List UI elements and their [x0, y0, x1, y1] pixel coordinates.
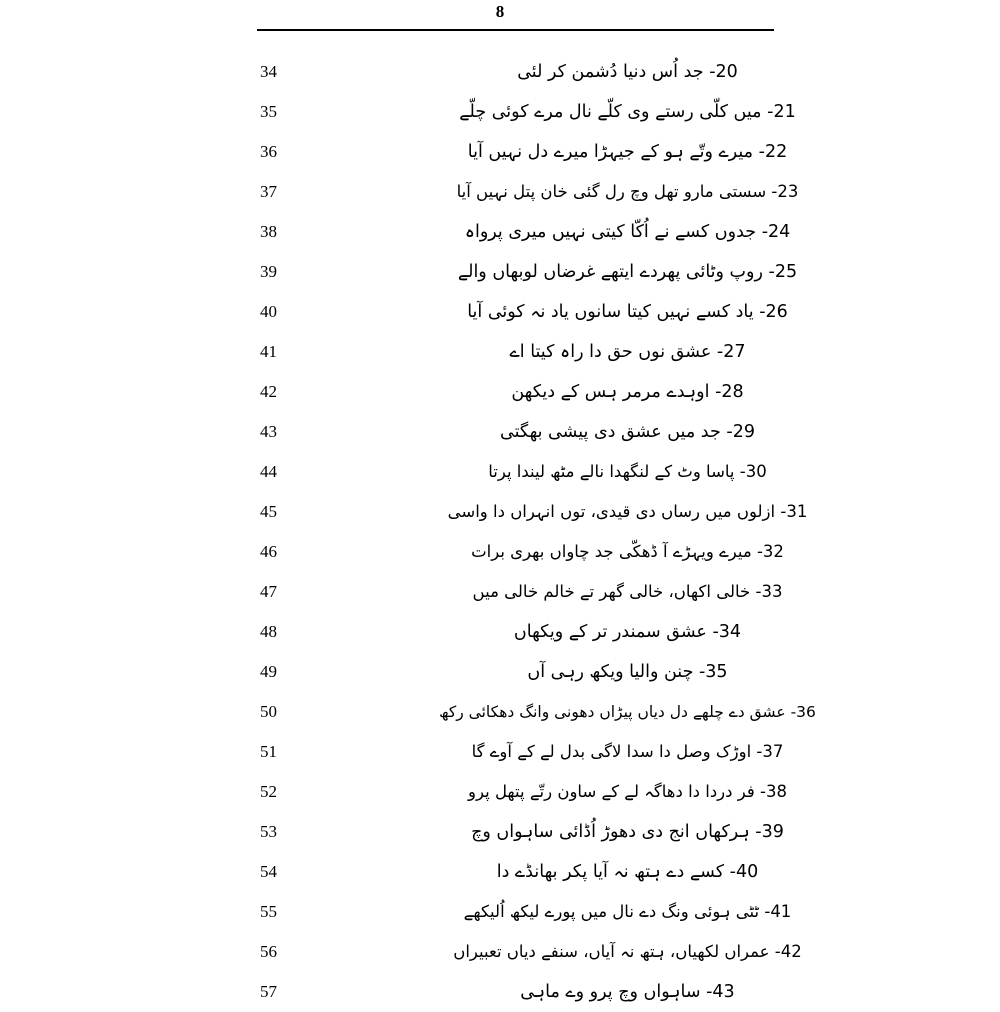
- toc-entry-title: [285, 212, 976, 252]
- toc-entry-title: [285, 692, 976, 732]
- toc-entry-index: 31-: [780, 502, 808, 521]
- toc-page-number: 41: [260, 342, 277, 361]
- toc-entry-index: 32-: [756, 542, 784, 561]
- toc-entry-index: 41-: [764, 902, 792, 921]
- toc-entry-title: [285, 892, 976, 932]
- toc-entry-title: [285, 172, 976, 212]
- toc-entry-text: اوہدے مرمر ہس کے دیکھن: [511, 382, 710, 402]
- toc-page-number: 42: [260, 382, 277, 401]
- toc-page-number: 43: [260, 422, 277, 441]
- toc-entry-text: عشق نوں حق دا راہ کیتا اے: [509, 342, 712, 362]
- toc-entry-text: یاد کسے نہیں کیتا سانوں یاد نہ کوئی آیا: [467, 302, 754, 322]
- toc-entry-index: 29-: [726, 422, 755, 442]
- toc-row: [0, 732, 976, 772]
- table-of-contents: [0, 52, 1000, 1012]
- toc-entry-index: 25-: [768, 262, 798, 282]
- toc-entry-title: [285, 252, 976, 292]
- toc-page-number: 35: [260, 102, 277, 121]
- toc-entry-title: [285, 52, 976, 92]
- toc-entry-text: جد اُس دنیا دُشمن کر لئی: [517, 62, 704, 82]
- toc-entry-text: کسے دے ہتھ نہ آیا پکر بھانڈے دا: [496, 862, 725, 882]
- toc-entry-index: 28-: [715, 382, 744, 402]
- toc-row: [0, 212, 976, 252]
- toc-entry-title: [285, 492, 976, 532]
- toc-entry-text: عمراں لکھیاں، ہتھ نہ آیاں، سنفے دیاں تعبیراں: [453, 942, 770, 961]
- toc-row: [0, 132, 976, 172]
- toc-entry-text: ساہواں وچ پرو وے ماہی: [520, 982, 701, 1002]
- toc-entry-title: [285, 532, 976, 572]
- toc-page-number: 51: [260, 742, 277, 761]
- toc-page-number: 57: [260, 982, 277, 1001]
- toc-row: [0, 692, 976, 732]
- toc-page-number: 46: [260, 542, 277, 561]
- toc-row: [0, 292, 976, 332]
- toc-page-number: 47: [260, 582, 277, 601]
- toc-page-number: 54: [260, 862, 277, 881]
- toc-entry-text: ہرکھاں انج دی دھوڑ اُڈائی ساہواں وچ: [471, 822, 750, 842]
- toc-page-number: 49: [260, 662, 277, 681]
- toc-entry-index: 33-: [755, 582, 783, 601]
- toc-page-number: 50: [260, 702, 277, 721]
- toc-entry-index: 36-: [790, 703, 816, 721]
- toc-entry-index: 34-: [712, 622, 742, 642]
- toc-entry-index: 39-: [755, 822, 784, 842]
- toc-entry-text: جد میں عشق دی پیشی بھگتی: [500, 422, 721, 442]
- toc-page-number: 56: [260, 942, 277, 961]
- toc-entry-title: [285, 452, 976, 492]
- toc-entry-index: 23-: [771, 182, 799, 201]
- toc-entry-title: [285, 412, 976, 452]
- toc-row: [0, 652, 976, 692]
- toc-entry-text: جدوں کسے نے اُکّا کیتی نہیں میری پرواہ: [464, 222, 757, 242]
- toc-row: [0, 452, 976, 492]
- toc-row: [0, 532, 976, 572]
- toc-entry-index: 26-: [759, 302, 788, 322]
- toc-row: [0, 252, 976, 292]
- toc-entry-text: سستی مارو تھل وچ رل گئی خان پتل نہیں آیا: [456, 182, 767, 201]
- toc-entry-text: میں کلّی رستے وی کلّے نال مرے کوئی چلّے: [459, 102, 762, 122]
- toc-row: [0, 372, 976, 412]
- toc-row: [0, 972, 976, 1012]
- toc-entry-index: 30-: [739, 462, 767, 481]
- toc-page-number: 44: [260, 462, 277, 481]
- toc-entry-title: [285, 652, 976, 692]
- toc-entry-index: 24-: [761, 222, 791, 242]
- toc-page-number: 36: [260, 142, 277, 161]
- toc-row: [0, 932, 976, 972]
- toc-row: [0, 52, 976, 92]
- toc-entry-title: [285, 292, 976, 332]
- toc-row: [0, 852, 976, 892]
- toc-entry-text: میرے ویہڑے آ ڈھکّی جد چاواں بھری برات: [471, 542, 752, 561]
- toc-entry-title: [285, 772, 976, 812]
- toc-entry-text: خالی اکھاں، خالی گھر تے خالم خالی میں: [472, 582, 751, 601]
- toc-entry-text: ازلوں میں رساں دی قیدی، توں انہراں دا واسی: [447, 502, 776, 521]
- toc-entry-text: عشق دے چلھے دل دیاں پیڑاں دھونی وانگ دھکائی رکھ: [439, 703, 786, 721]
- toc-row: [0, 772, 976, 812]
- toc-entry-index: 40-: [729, 862, 759, 882]
- toc-entry-index: 22-: [758, 142, 788, 162]
- toc-entry-text: پاسا وٹ کے لنگھدا نالے مٹھ لیندا پرتا: [488, 462, 735, 481]
- toc-entry-text: فر دردا دا دھاگہ لے کے ساون رتّے پتھل پرو: [468, 782, 755, 801]
- page-header: [0, 0, 1000, 40]
- toc-entry-index: 35-: [698, 662, 728, 682]
- toc-entry-title: [285, 612, 976, 652]
- toc-entry-title: [285, 932, 976, 972]
- toc-row: [0, 612, 976, 652]
- toc-entry-text: میرے وتّے ہو کے جیہڑا میرے دل نہیں آیا: [467, 142, 754, 162]
- toc-entry-title: [285, 972, 976, 1012]
- toc-page-number: 37: [260, 182, 277, 201]
- toc-page-number: 53: [260, 822, 277, 841]
- toc-page-number: 38: [260, 222, 277, 241]
- toc-row: [0, 892, 976, 932]
- toc-entry-index: 27-: [716, 342, 746, 362]
- toc-entry-text: روپ وٹائی پھردے ایتھے غرضاں لوبھاں والے: [457, 262, 763, 282]
- toc-page-number: 40: [260, 302, 277, 321]
- page-number: 8: [495, 2, 505, 21]
- toc-entry-title: [285, 372, 976, 412]
- toc-entry-text: ٹٹی ہوئی ونگ دے نال میں پورے لیکھ اُلیکھے: [463, 902, 760, 921]
- toc-entry-index: 38-: [759, 782, 787, 801]
- toc-entry-text: چنن والیا ویکھ رہی آں: [527, 662, 694, 682]
- toc-entry-index: 43-: [706, 982, 735, 1002]
- toc-entry-index: 42-: [774, 942, 802, 961]
- toc-row: [0, 812, 976, 852]
- header-divider: [257, 29, 774, 31]
- toc-entry-title: [285, 332, 976, 372]
- toc-row: [0, 92, 976, 132]
- toc-row: [0, 572, 976, 612]
- toc-entry-index: 21-: [767, 102, 796, 122]
- toc-page-number: 45: [260, 502, 277, 521]
- toc-entry-text: اوڑک وصل دا سدا لاگی بدل لے کے آوے گا: [471, 742, 752, 761]
- toc-page-number: 34: [260, 62, 277, 81]
- toc-row: [0, 492, 976, 532]
- toc-entry-title: [285, 732, 976, 772]
- toc-page-number: 52: [260, 782, 277, 801]
- toc-page-number: 55: [260, 902, 277, 921]
- toc-entry-index: 20-: [709, 62, 738, 82]
- toc-entry-title: [285, 572, 976, 612]
- toc-row: [0, 172, 976, 212]
- toc-row: [0, 412, 976, 452]
- toc-entry-title: [285, 812, 976, 852]
- toc-entry-title: [285, 132, 976, 172]
- toc-page-number: 39: [260, 262, 277, 281]
- toc-entry-index: 37-: [756, 742, 784, 761]
- toc-entry-title: [285, 852, 976, 892]
- toc-entry-title: [285, 92, 976, 132]
- toc-page-number: 48: [260, 622, 277, 641]
- toc-row: [0, 332, 976, 372]
- toc-entry-text: عشق سمندر تر کے ویکھاں: [513, 622, 707, 642]
